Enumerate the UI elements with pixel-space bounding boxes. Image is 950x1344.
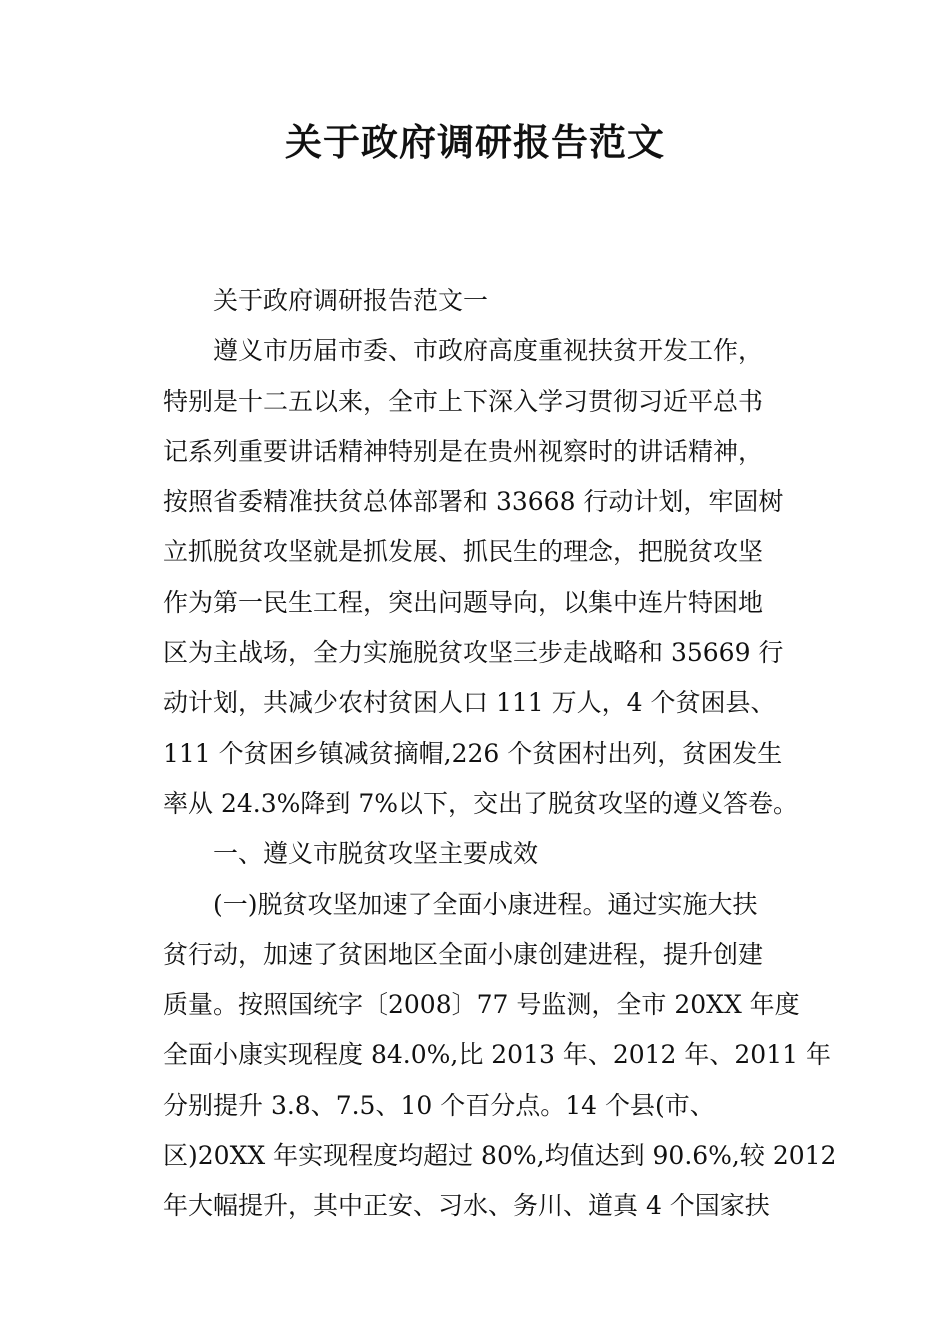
paragraph-line: 分别提升 3.8、7.5、10 个百分点。14 个县(市、 <box>163 1090 715 1120</box>
paragraph-line: (一)脱贫攻坚加速了全面小康进程。通过实施大扶 <box>213 889 758 919</box>
paragraph-line: 作为第一民生工程，突出问题导向，以集中连片特困地 <box>163 587 764 617</box>
paragraph-line: 全面小康实现程度 84.0%,比 2013 年、2012 年、2011 年 <box>163 1040 831 1070</box>
paragraph-line: 记系列重要讲话精神特别是在贵州视察时的讲话精神， <box>163 436 764 466</box>
paragraph-line: 质量。按照国统字〔2008〕77 号监测，全市 20XX 年度 <box>163 990 800 1020</box>
paragraph-line: 111 个贫困乡镇减贫摘帽,226 个贫困村出列，贫困发生 <box>163 738 783 768</box>
document-body <box>163 276 837 1232</box>
paragraph-line: 遵义市历届市委、市政府高度重视扶贫开发工作， <box>213 336 764 366</box>
section-heading: 一、遵义市脱贫攻坚主要成效 <box>213 839 539 869</box>
paragraph-line: 年大幅提升，其中正安、习水、务川、道真 4 个国家扶 <box>163 1191 770 1221</box>
paragraph-line: 区为主战场，全力实施脱贫攻坚三步走战略和 35669 行 <box>163 638 784 668</box>
paragraph-line: 贫行动，加速了贫困地区全面小康创建进程，提升创建 <box>163 939 764 969</box>
paragraph-line: 特别是十二五以来，全市上下深入学习贯彻习近平总书 <box>163 386 764 416</box>
paragraph-line: 区)20XX 年实现程度均超过 80%,均值达到 90.6%,较 2012 <box>163 1141 837 1171</box>
paragraph-line: 按照省委精准扶贫总体部署和 33668 行动计划，牢固树 <box>163 487 784 517</box>
paragraph-line: 动计划，共减少农村贫困人口 111 万人，4 个贫困县、 <box>163 688 776 718</box>
paragraph-line: 率从 24.3%降到 7%以下，交出了脱贫攻坚的遵义答卷。 <box>163 788 798 818</box>
paragraph-line: 立抓脱贫攻坚就是抓发展、抓民生的理念，把脱贫攻坚 <box>163 537 764 567</box>
section-heading: 关于政府调研报告范文一 <box>213 286 489 315</box>
document-title: 关于政府调研报告范文 <box>285 121 665 164</box>
